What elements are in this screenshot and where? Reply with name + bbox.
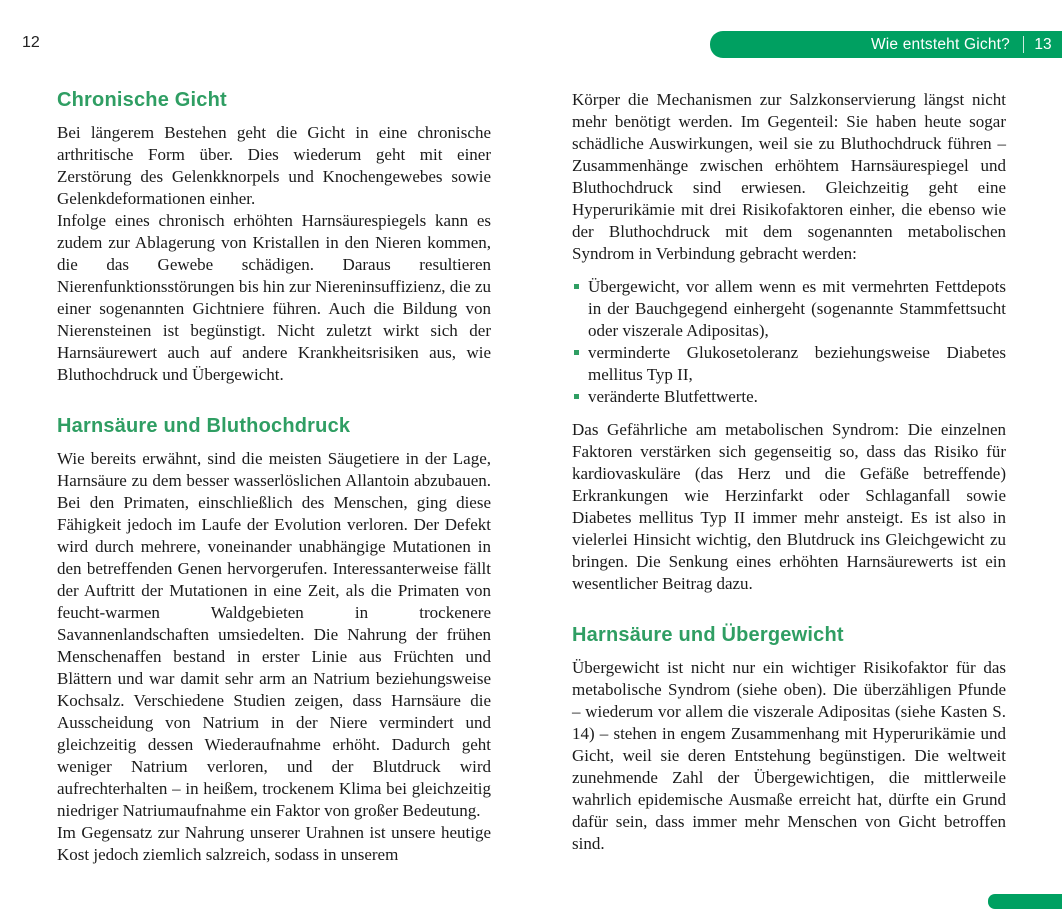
chapter-title: Wie entsteht Gicht?: [870, 35, 1010, 53]
page-number-right: 13: [1034, 35, 1052, 53]
page-corner-tab: [988, 894, 1062, 909]
list-item-text: Übergewicht, vor allem wenn es mit vermehrten Fettdepots in der Bauchgegend einhergeht (sogenannte Stammfettsucht oder viszerale Adipositas),: [588, 277, 1006, 340]
left-page-column: [57, 89, 491, 866]
paragraph: Das Gefährliche am metabolischen Syndrom: Die einzelnen Faktoren verstärken sich gegenseitig so, dass das Risiko für kardiovaskuläre (das Herz und die Gefäße betreffende) Erkrankungen wie Herzinfarkt oder Schlaganfall sowie Diabetes mellitus Typ II immer mehr ansteigt. Es ist also in vielerlei Hinsicht wichtig, den Blutdruck ins Gleichgewicht zu bringen. Die Senkung eines erhöhten Harnsäurewerts ist ein wesentlicher Beitrag dazu.: [572, 420, 1006, 593]
square-bullet-icon: [574, 284, 579, 289]
paragraph: Wie bereits erwähnt, sind die meisten Säugetiere in der Lage, Harnsäure zu dem besser wasserlöslichen Allantoin abzubauen. Bei den Primaten, einschließlich des Menschen, ging diese Fähigkeit jedoch im Laufe der Evolution verloren. Der Defekt wird durch mehrere, voneinander unabhängige Mutationen in den betreffenden Genen hervorgerufen. Interessanterweise fällt der Auftritt der Mutationen in eine Zeit, als die Primaten von feucht-warmen Waldgebieten in trockenere Savannenlandschaften umsiedelten. Die Nahrung der frühen Menschenaffen bestand in erster Linie aus Früchten und Blättern und war damit sehr arm an Natrium beziehungsweise Kochsalz. Verschiedene Studien zeigen, dass Harnsäure die Ausscheidung von Natrium in der Niere vermindert und gleichzeitig dessen Wiederaufnahme erhöht. Dadurch geht weniger Natrium verloren, und der Blutdruck wird aufrechterhalten – in heißem, trockenem Klima bei gleichzeitig niedriger Natriumaufnahme ein Faktor von großer Bedeutung.: [57, 449, 491, 820]
text-columns: [57, 89, 1006, 866]
square-bullet-icon: [574, 350, 579, 355]
page-number-left: 12: [22, 34, 40, 51]
right-page-column: [572, 89, 1006, 866]
square-bullet-icon: [574, 394, 579, 399]
chapter-header-bar: [710, 31, 1062, 58]
section-heading-chronische-gicht: Chronische Gicht: [57, 89, 227, 111]
list-item: [572, 386, 1006, 408]
paragraph: Im Gegensatz zur Nahrung unserer Urahnen ist unsere heutige Kost jedoch ziemlich salzreich, sodass in unserem: [57, 823, 491, 864]
list-item-text: veränderte Blutfettwerte.: [588, 387, 758, 406]
section-heading-harnsaeure-bluthochdruck: Harnsäure und Bluthochdruck: [57, 415, 351, 437]
list-item: [572, 276, 1006, 342]
paragraph: Übergewicht ist nicht nur ein wichtiger Risikofaktor für das metabolische Syndrom (siehe oben). Die überzähligen Pfunde – wiederum vor allem die viszerale Adipositas (siehe Kasten S. 14) – stehen in engem Zusammenhang mit Hyperurikämie und Gicht, weil sie deren Entstehung begünstigen. Die weltweit zunehmende Zahl der Übergewichtigen, die mittlerweile wahrlich epidemische Ausmaße erreicht hat, dürfte ein Grund dafür sein, dass immer mehr Menschen von Gicht betroffen sind.: [572, 658, 1006, 853]
paragraph: Körper die Mechanismen zur Salzkonservierung längst nicht mehr benötigt werden. Im Gegenteil: Sie haben heute sogar schädliche Auswirkungen, weil sie zu Bluthochdruck führen – Zusammenhänge zwischen erhöhtem Harnsäurespiegel und Bluthochdruck sind erwiesen. Gleichzeitig geht eine Hyperurikämie mit drei Risikofaktoren einher, die ebenso wie der Bluthochdruck mit dem sogenannten metabolischen Syndrom in Verbindung gebracht werden:: [572, 90, 1006, 263]
paragraph: Bei längerem Bestehen geht die Gicht in eine chronische arthritische Form über. Dies wiederum geht mit einer Zerstörung des Gelenkknorpels und Knochengewebes sowie Gelenkdeformationen einher.: [57, 123, 491, 208]
list-item-text: verminderte Glukosetoleranz beziehungsweise Diabetes mellitus Typ II,: [588, 343, 1006, 384]
list-item: [572, 342, 1006, 386]
risk-factor-list: [572, 276, 1006, 408]
section-heading-harnsaeure-uebergewicht: Harnsäure und Übergewicht: [572, 624, 844, 646]
paragraph: Infolge eines chronisch erhöhten Harnsäurespiegels kann es zudem zur Ablagerung von Kristallen in den Nieren kommen, die das Gewebe schädigen. Daraus resultieren Nierenfunktionsstörungen bis hin zur Niereninsuffizienz, die zu einer sogenannten Gichtniere führen. Auch die Bildung von Nierensteinen ist begünstigt. Nicht zuletzt wirkt sich der Harnsäurewert auch auf andere Krankheitsrisiken aus, wie Bluthochdruck und Übergewicht.: [57, 211, 491, 384]
